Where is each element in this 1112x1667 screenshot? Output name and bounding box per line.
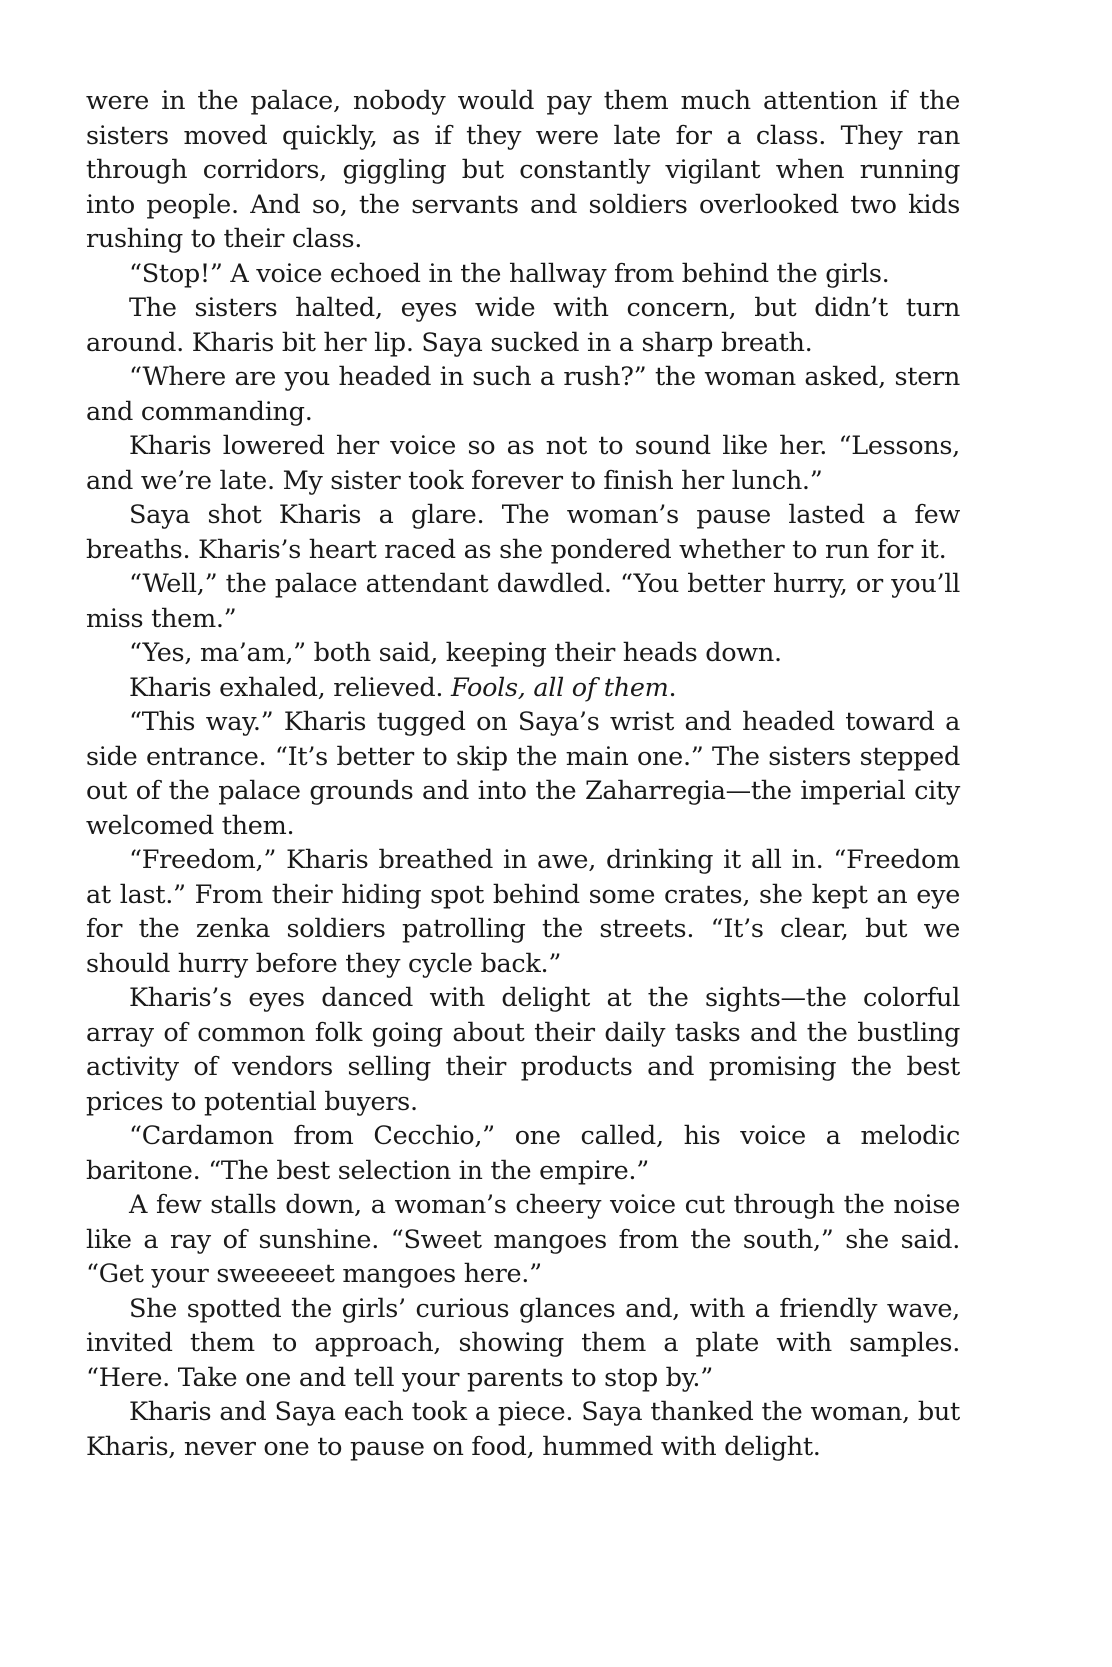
paragraph-text-end: . (668, 672, 677, 703)
paragraph: The sisters halted, eyes wide with concern, but didn’t turn around. Kharis bit her lip. Saya sucked in a sharp breath. (86, 293, 960, 358)
book-page (86, 84, 960, 1464)
italic-thought: Fools, all of them (451, 672, 669, 703)
paragraph: “Cardamon from Cecchio,” one called, his voice a melodic baritone. “The best selection in the empire.” (86, 1121, 960, 1186)
paragraph: Saya shot Kharis a glare. The woman’s pause lasted a few breaths. Kharis’s heart raced as she pondered whether to run for it. (86, 500, 960, 565)
paragraph: “This way.” Kharis tugged on Saya’s wrist and headed toward a side entrance. “It’s better to skip the main one.” The sisters stepped out of the palace grounds and into the Zaharregia—the imperial city welcomed them. (86, 707, 960, 841)
paragraph (86, 671, 960, 706)
paragraph: “Stop!” A voice echoed in the hallway from behind the girls. (129, 258, 890, 289)
paragraph: “Where are you headed in such a rush?” the woman asked, stern and commanding. (86, 362, 960, 427)
paragraph: She spotted the girls’ curious glances and, with a friendly wave, invited them to approach, showing them a plate with samples. “Here. Take one and tell your parents to stop by.” (86, 1293, 960, 1393)
paragraph: A few stalls down, a woman’s cheery voice cut through the noise like a ray of sunshine. “Sweet mangoes from the south,” she said. “Get your sweeeeet mangoes here.” (86, 1190, 960, 1289)
paragraph: “Yes, ma’am,” both said, keeping their heads down. (129, 638, 782, 668)
paragraph: Kharis’s eyes danced with delight at the sights—the colorful array of common folk going about their daily tasks and the bustling activity of vendors selling their products and promising the best prices to potential buyers. (86, 983, 960, 1117)
paragraph: “Well,” the palace attendant dawdled. “You better hurry, or you’ll miss them.” (86, 569, 960, 634)
paragraph: Kharis and Saya each took a piece. Saya thanked the woman, but Kharis, never one to pause on food, hummed with delight. (86, 1397, 960, 1462)
paragraph-text: Kharis exhaled, relieved. (129, 672, 452, 703)
paragraph: were in the palace, nobody would pay them much attention if the sisters moved quickly, as if they were late for a class. They ran through corridors, giggling but constantly vigilant when running into people. And so, the servants and soldiers overlooked two kids rushing to their class. (86, 86, 960, 254)
paragraph: Kharis lowered her voice so as not to sound like her. “Lessons, and we’re late. My sister took forever to finish her lunch.” (86, 431, 960, 496)
paragraph: “Freedom,” Kharis breathed in awe, drinking it all in. “Freedom at last.” From their hiding spot behind some crates, she kept an eye for the zenka soldiers patrolling the streets. “It’s clear, but we should hurry before they cycle back.” (86, 845, 960, 979)
